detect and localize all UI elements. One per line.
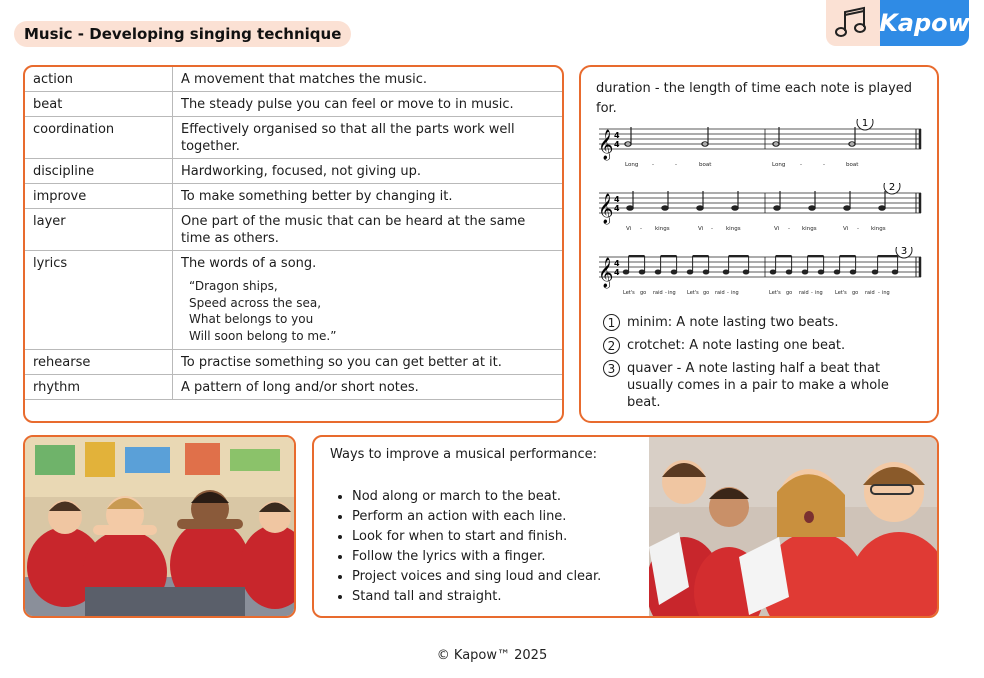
duration-intro: duration - the length of time each note is played for.: [596, 81, 913, 116]
staff-lyric: -: [675, 162, 677, 168]
staff-lyric: -: [711, 226, 713, 232]
note-definition: [603, 314, 923, 331]
note-definition: [603, 360, 923, 411]
staff-lyric: ing: [815, 290, 823, 296]
definition-cell: To practise something so you can get better at it.: [173, 350, 563, 375]
table-row: [25, 251, 562, 350]
verse-line: Will soon belong to me.”: [189, 328, 337, 343]
staff-lyric: -: [788, 226, 790, 232]
table-row: [25, 159, 562, 184]
term-cell: action: [25, 67, 173, 92]
duration-panel: [579, 65, 939, 423]
staff-lyric: go: [703, 290, 710, 296]
svg-text:4: 4: [614, 259, 620, 268]
list-item: • Follow the lyrics with a finger.: [352, 547, 601, 567]
staff-lyric: go: [852, 290, 859, 296]
definition-cell: The steady pulse you can feel or move to in music.: [173, 92, 563, 117]
term-cell: improve: [25, 184, 173, 209]
staff-lyric: -: [727, 290, 729, 296]
vocabulary-table: [23, 65, 564, 423]
staff-lyric: kings: [726, 226, 741, 232]
staff-lyric: ing: [668, 290, 676, 296]
verse-line: “Dragon ships,: [189, 279, 278, 293]
definition-text: quaver - A note lasting half a beat that usually comes in a pair to make a whole beat.: [627, 361, 889, 410]
term-cell: beat: [25, 92, 173, 117]
number-badge: 1: [603, 314, 620, 331]
definition-cell: One part of the music that can be heard at the same time as others.: [173, 209, 563, 251]
copyright-footer: © Kapow™ 2025: [436, 648, 548, 663]
staff-lyric: Vi: [843, 226, 849, 232]
page-title: Music - Developing singing technique: [14, 21, 351, 47]
list-item: • Nod along or march to the beat.: [352, 487, 601, 507]
list-item: • Perform an action with each line.: [352, 507, 601, 527]
number-badge: 3: [603, 360, 620, 377]
kapow-logo: [826, 0, 969, 46]
svg-text:4: 4: [614, 268, 620, 277]
term-cell: rhythm: [25, 375, 173, 400]
svg-text:1: 1: [861, 119, 869, 129]
staff-lyric: Let's: [835, 290, 847, 296]
table-row: [25, 184, 562, 209]
treble-clef-icon: 𝄞: [598, 258, 614, 288]
staff-lyric: go: [640, 290, 647, 296]
svg-text:3: 3: [900, 247, 908, 257]
definition-text: crotchet: A note lasting one beat.: [627, 338, 846, 353]
definition-cell: A pattern of long and/or short notes.: [173, 375, 563, 400]
improve-list: [332, 487, 601, 607]
staff-lyric: -: [652, 162, 654, 168]
svg-text:4: 4: [614, 195, 620, 204]
lyrics-definition: The words of a song.: [181, 256, 317, 271]
definition-cell: A movement that matches the music.: [173, 67, 563, 92]
lyrics-verse: [189, 278, 554, 344]
term-cell: discipline: [25, 159, 173, 184]
table-row: [25, 67, 562, 92]
staff-lyric: -: [640, 226, 642, 232]
staff-lyric: go: [786, 290, 793, 296]
term-cell: layer: [25, 209, 173, 251]
svg-text:4: 4: [614, 140, 620, 149]
table-row: [25, 92, 562, 117]
staff-lyric: Vi: [698, 226, 704, 232]
definition-cell: Hardworking, focused, not giving up.: [173, 159, 563, 184]
staff-lyric: kings: [655, 226, 670, 232]
staff-lyric: kings: [802, 226, 817, 232]
staff-lyric: Let's: [769, 290, 781, 296]
staff-lyric: raid: [799, 290, 809, 296]
staff-lyric: Long: [772, 162, 786, 168]
definition-text: minim: A note lasting two beats.: [627, 315, 839, 330]
svg-text:2: 2: [888, 183, 896, 193]
list-item: • Look for when to start and finish.: [352, 527, 601, 547]
staff-lyric: kings: [871, 226, 886, 232]
note-definition: [603, 337, 923, 354]
verse-line: Speed across the sea,: [189, 295, 322, 310]
staff-lyric: boat: [846, 162, 859, 168]
children-actions-photo: [23, 435, 296, 618]
staff-lyric: Long: [625, 162, 639, 168]
list-item: • Project voices and sing loud and clear.: [352, 567, 601, 587]
staff-lyric: Vi: [626, 226, 632, 232]
kapow-wordmark: Kapow: [880, 0, 969, 46]
children-singing-photo: [649, 437, 939, 618]
term-cell: lyrics: [25, 251, 173, 350]
staff-lyric: raid: [715, 290, 725, 296]
table-row: [25, 375, 562, 400]
staff-lyric: -: [800, 162, 802, 168]
term-cell: rehearse: [25, 350, 173, 375]
table-row: [25, 117, 562, 159]
treble-clef-icon: 𝄞: [598, 130, 614, 160]
treble-clef-icon: 𝄞: [598, 194, 614, 224]
staff-lyric: raid: [653, 290, 663, 296]
verse-line: What belongs to you: [189, 312, 314, 326]
staff-lyric: boat: [699, 162, 712, 168]
definition-cell: Effectively organised so that all the parts work well together.: [173, 117, 563, 159]
staff-quavers: [595, 247, 927, 307]
note-definitions: [603, 314, 923, 417]
improve-heading: Ways to improve a musical performance:: [330, 447, 598, 462]
music-note-icon: [826, 0, 882, 46]
staff-minims: [595, 119, 927, 179]
term-cell: coordination: [25, 117, 173, 159]
staff-lyric: raid: [865, 290, 875, 296]
staff-lyric: Vi: [774, 226, 780, 232]
table-row: [25, 209, 562, 251]
svg-text:4: 4: [614, 131, 620, 140]
staff-lyric: -: [823, 162, 825, 168]
number-badge: 2: [603, 337, 620, 354]
definition-cell: To make something better by changing it.: [173, 184, 563, 209]
staff-lyric: ing: [882, 290, 890, 296]
staff-lyric: Let's: [623, 290, 635, 296]
improve-panel: [312, 435, 939, 618]
list-item: • Stand tall and straight.: [352, 587, 601, 607]
staff-lyric: -: [665, 290, 667, 296]
definition-cell: [173, 251, 563, 350]
staff-lyric: Let's: [687, 290, 699, 296]
staff-lyric: -: [857, 226, 859, 232]
staff-crotchets: [595, 183, 927, 243]
staff-lyric: -: [811, 290, 813, 296]
table-row: [25, 350, 562, 375]
svg-text:4: 4: [614, 204, 620, 213]
staff-lyric: ing: [731, 290, 739, 296]
staff-lyric: -: [878, 290, 880, 296]
